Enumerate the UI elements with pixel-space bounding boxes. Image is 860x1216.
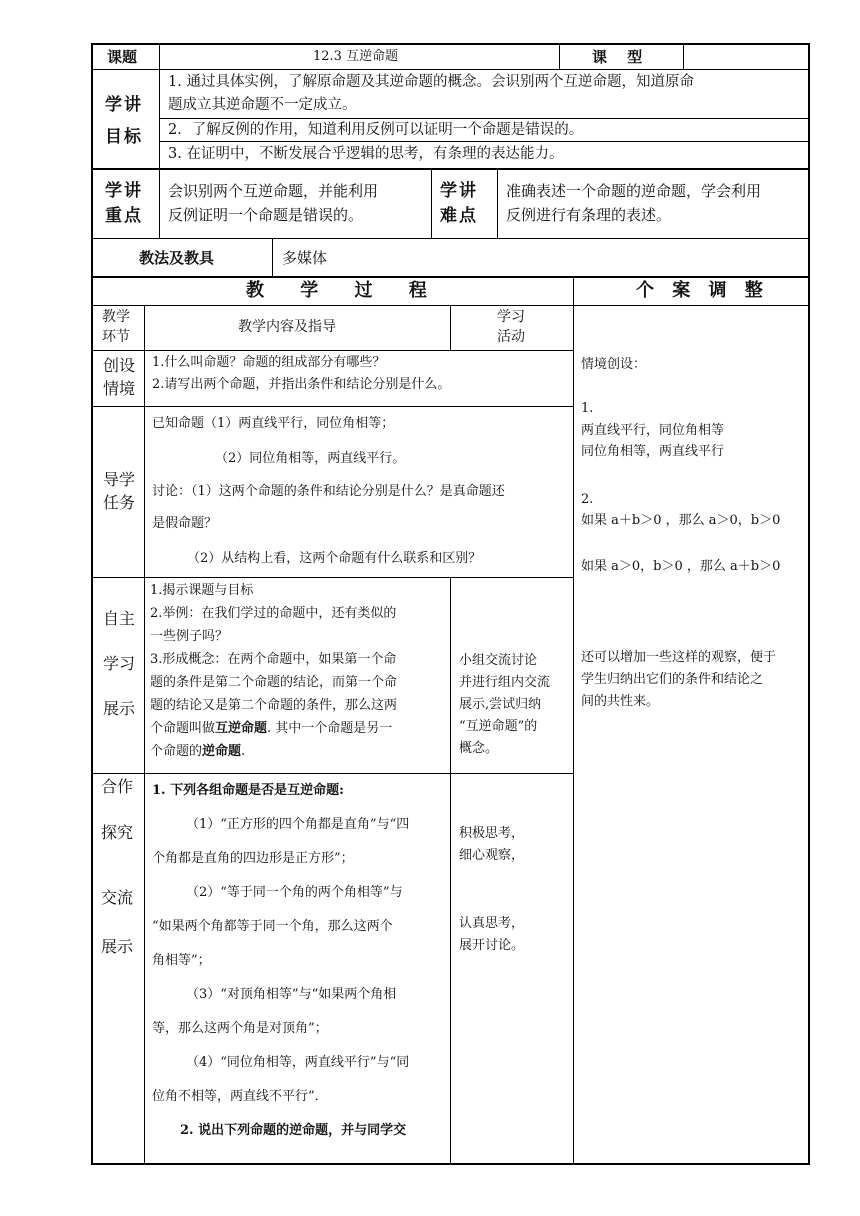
coop-activity: 积极思考， (459, 826, 525, 841)
coop-heading: 1. 下列各组命题是否是互逆命题: (152, 783, 344, 798)
coop-line: （3）“对顶角相等”与“如果两个角相 (186, 987, 397, 1002)
stage-label: 展示 (103, 699, 136, 718)
row-line (91, 69, 810, 70)
self-line-part: 个命题的 (150, 744, 203, 759)
self-activity: 展示,尝试归纳 (459, 697, 542, 712)
coop-line: （2）“等于同一个角的两个角相等”与 (186, 885, 403, 900)
stage-label: 合作 (101, 777, 134, 796)
col-stage-label: 环节 (102, 329, 130, 345)
self-activity: 并进行组内交流 (459, 675, 551, 690)
self-line: 2.举例：在我们学过的命题中，还有类似的 (150, 606, 397, 621)
adjust-note: 学生归纳出它们的条件和结论之 (581, 672, 764, 687)
term-converse: 逆命题 (202, 744, 242, 759)
col-stage-label: 教学 (102, 309, 130, 325)
adjust-line: 如果 a＞0，b＞0 ，那么 a＋b＞0 (581, 559, 781, 574)
adjust-note: 间的共性来。 (581, 694, 660, 709)
col-line (450, 577, 451, 1164)
methods-label: 教法及教具 (139, 249, 215, 267)
adjust-line: 如果 a＋b＞0 ，那么 a＞0，b＞0 (581, 513, 781, 528)
scenario-line: 2.请写出两个命题，并指出条件和结论分别是什么。 (152, 377, 451, 392)
stage-label: 自主 (103, 609, 136, 628)
process-title: 教 学 过 程 (246, 280, 431, 301)
col-line (159, 43, 160, 239)
row-line (91, 577, 574, 578)
task-line: （2）从结构上看，这两个命题有什么联系和区别？ (187, 551, 482, 566)
self-line: 题的条件是第二个命题的结论，而第一个命 (150, 675, 398, 690)
row-line (91, 406, 574, 407)
term-reciprocal: 互逆命题 (215, 721, 268, 736)
stage-label: 探究 (101, 823, 134, 842)
col-line (497, 169, 498, 239)
adjust-line: 两直线平行，同位角相等 (581, 423, 725, 438)
adjust-line: 1. (581, 401, 594, 416)
difficulty-text: 反例进行有条理的表述。 (506, 206, 672, 224)
task-line: 是假命题？ (152, 516, 218, 531)
self-line: 题的结论又是第二个命题的条件，那么这两 (150, 698, 398, 713)
self-line: 3.形成概念：在两个命题中，如果第一个命 (150, 652, 397, 667)
col-line (431, 169, 432, 239)
adjust-note: 还可以增加一些这样的观察，便于 (581, 650, 777, 665)
adjust-line: 2. (581, 492, 594, 507)
self-line-part: . (241, 744, 246, 759)
task-line: 讨论：（1）这两个命题的条件和结论分别是什么？是真命题还 (152, 484, 505, 499)
self-activity: 小组交流讨论 (459, 653, 538, 668)
row-line (91, 238, 810, 239)
coop-activity: 展开讨论。 (459, 938, 525, 953)
key-points-label-1: 学讲 (105, 181, 143, 201)
coop-line: 位角不相等，两直线不平行”． (152, 1089, 328, 1104)
row-line (91, 168, 810, 170)
col-line (272, 238, 273, 277)
stage-label: 学习 (103, 654, 136, 673)
key-points-text: 反例证明一个命题是错误的。 (168, 206, 364, 224)
coop-activity: 细心观察， (459, 848, 525, 863)
coop-heading-2: 2. 说出下列命题的逆命题，并与同学交 (180, 1123, 407, 1138)
task-line: 已知命题（1）两直线平行，同位角相等； (152, 416, 395, 431)
coop-line: （4）“同位角相等，两直线平行”与“同 (186, 1055, 410, 1070)
row-line (91, 276, 810, 278)
col-line (144, 305, 145, 1164)
self-activity: “互逆命题”的 (459, 719, 538, 734)
col-line (683, 43, 684, 70)
adjust-column-title: 个 案 调 整 (636, 280, 769, 301)
stage-label: 展示 (101, 937, 134, 956)
objective-item: 1. 通过具体实例，了解原命题及其逆命题的概念。会识别两个互逆命题，知道原命 (168, 74, 694, 90)
key-points-label-2: 重点 (105, 206, 143, 226)
coop-line: 角相等”； (152, 953, 211, 968)
topic-value: 12.3 互逆命题 (313, 49, 399, 64)
objective-item: 2．了解反例的作用，知道利用反例可以证明一个命题是错误的。 (168, 122, 584, 138)
col-content-label: 教学内容及指导 (238, 319, 336, 335)
scenario-line: 1.什么叫命题？命题的组成部分有哪些？ (152, 355, 386, 370)
self-line-part: 个命题叫做 (150, 721, 216, 736)
objective-item: 题成立其逆命题不一定成立。 (168, 97, 357, 113)
coop-line: （1）“正方形的四个角都是直角”与“四 (186, 817, 410, 832)
self-line-part: . 其中一个命题是另一 (267, 721, 393, 736)
col-line (559, 43, 560, 70)
coop-activity: 认真思考， (459, 916, 525, 931)
coop-line: “如果两个角都等于同一个角，那么这两个 (152, 919, 393, 934)
col-line (450, 305, 451, 351)
row-line (91, 773, 574, 774)
stage-label: 情境 (103, 379, 136, 398)
col-activity-label: 学习 (497, 309, 525, 325)
type-label: 课 型 (592, 48, 643, 66)
self-line: 一些例子吗？ (150, 629, 229, 644)
adjust-line: 同位角相等，两直线平行 (581, 444, 725, 459)
stage-label: 创设 (103, 356, 136, 375)
row-line (160, 141, 810, 142)
self-line-converse (150, 741, 245, 763)
stage-label: 任务 (103, 493, 136, 512)
difficulty-label-2: 难点 (440, 206, 478, 226)
self-line: 1.揭示课题与目标 (150, 583, 254, 598)
row-line (91, 350, 574, 351)
border-left (91, 43, 93, 1165)
topic-label: 课题 (107, 48, 138, 66)
objectives-label-1: 学讲 (105, 95, 143, 115)
coop-line: 等，那么这两个角是对顶角”； (152, 1021, 328, 1036)
adjust-line: 情境创设： (581, 357, 647, 372)
methods-value: 多媒体 (282, 249, 328, 267)
difficulty-label-1: 学讲 (440, 181, 478, 201)
self-activity: 概念。 (459, 741, 499, 756)
border-top (91, 43, 810, 45)
stage-label: 导学 (103, 470, 136, 489)
stage-label: 交流 (101, 888, 134, 907)
objective-item: 3. 在证明中，不断发展合乎逻辑的思考，有条理的表达能力。 (168, 146, 564, 162)
col-line (573, 276, 574, 1164)
task-line: （2）同位角相等，两直线平行。 (215, 451, 406, 466)
difficulty-text: 准确表述一个命题的逆命题，学会利用 (506, 182, 762, 200)
key-points-text: 会识别两个互逆命题，并能利用 (168, 182, 379, 200)
coop-line: 个角都是直角的四边形是正方形”； (152, 851, 354, 866)
objectives-label-2: 目标 (105, 127, 143, 147)
border-right (808, 43, 810, 1165)
self-line-concept (150, 718, 392, 740)
col-activity-label: 活动 (497, 329, 525, 345)
